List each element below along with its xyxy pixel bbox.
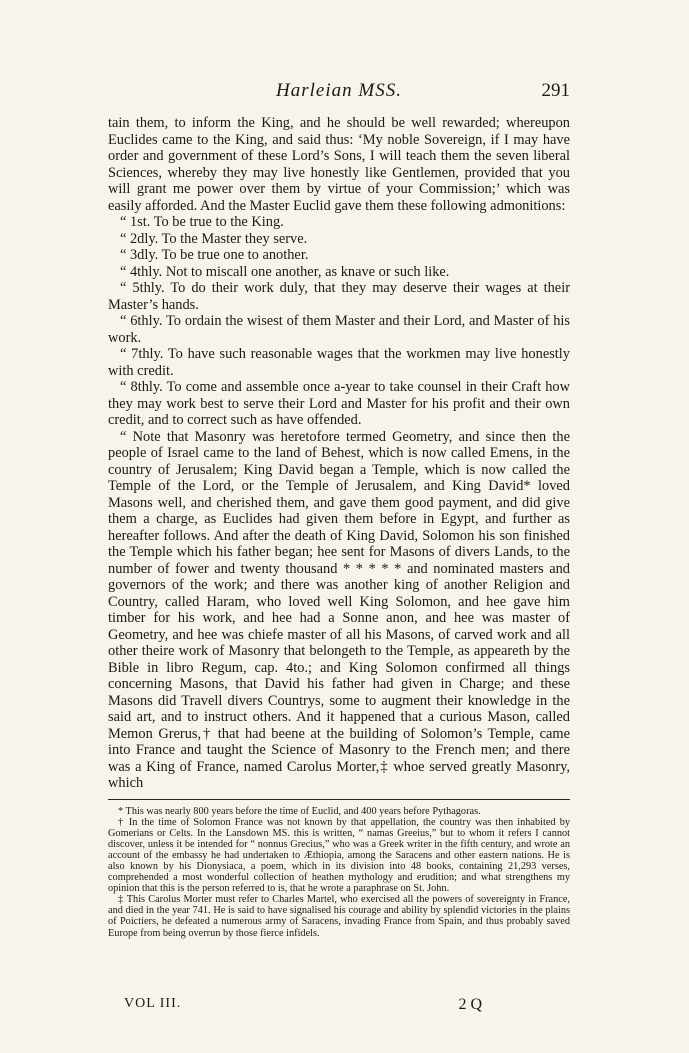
page-footer — [108, 996, 570, 1014]
admonition-8: “ 8thly. To come and assemble once a-year to take counsel in their Craft how they may work best to serve their Lord and Master for his profit and their own credit, and to correct such as have offended. — [108, 379, 570, 428]
admonition-7: “ 7thly. To have such reasonable wages that the workmen may live honestly with credit. — [108, 346, 570, 379]
admonition-3: “ 3dly. To be true one to another. — [120, 247, 309, 263]
footnotes — [108, 806, 570, 939]
paragraph: “ Note that Masonry was heretofore termed Geometry, and since then the people of Israel came to the land of Behest, which is now called Emens, in the country of Jerusalem; King David began a Temple, which is now called the Temple of the Lord, or the Temple of Jerusalem, and King David* loved Masons well, and cherished them, and gave them good payment, and did give them a charge, as Euclides had given them before in Egypt, and further as hereafter follows. And after the death of King David, Solomon his son finished the Temple which his father began; hee sent for Masons of divers Lands, to the number of fower and twenty thousand * * * * * and nominated masters and governors of the work; and there was another king of another Religion and Country, called Haram, who loved well King Solomon, and hee gave him timber for his work, and hee had a Sonne anon, and hee was master of Geometry, and hee was chiefe master of all his Masons, of carved work and all other theire work of Masonry that belongeth to the Temple, as appeareth by the Bible in libro Regum, cap. 4to.; and King Solomon confirmed all things concerning Masons, that David his father had given in Charge; and these Masons did Travell divers Countrys, some to augment their knowledge in the said art, and to instruct others. And it happened that a curious Mason, called Memon Grerus,† that had beene at the building of Solomon’s Temple, came into France and taught the Science of Masonry to the French men; and there was a King of France, named Carolus Morter,‡ whoe served greatly Masonry, which — [108, 428, 570, 791]
main-text — [108, 115, 570, 792]
footnote-1: * This was nearly 800 years before the time of Euclid, and 400 years before Pythagoras. — [118, 806, 481, 817]
volume-label: VOL III. — [124, 996, 182, 1011]
page-number: 291 — [541, 80, 570, 101]
running-title: Harleian MSS. — [276, 80, 402, 101]
running-header — [108, 80, 570, 106]
admonition-4: “ 4thly. Not to miscall one another, as knave or such like. — [120, 263, 450, 280]
footnote-2: † In the time of Solomon France was not known by that appellation, the country was then inhabited by Gomerians or Celts. In the Lansdown MS. this is written, “ namas Greeius,” but to whom it refers I cannot discover, unless it be intended for “ nonnus Grecius,” who was a Greek writer in the fifth century, and wrote an account of the embassy he had undertaken to Æthiopia, among the Saracens and other eastern nations. He is also known by his Dionysiaca, a poem, which in its division into 48 books, containing 21,293 verses, comprehended a most wonderful collection of heathen mythology and erudition; and what strengthens my opinion that this is the person referred to is, that he wrote a paraphrase on St. John. — [108, 817, 570, 895]
footnote-3: ‡ This Carolus Morter must refer to Charles Martel, who exercised all the powers of sovereignty in France, and died in the year 741. He is said to have signalised his courage and ability by splendid victories in the plains of Poictiers, he defeated a numerous army of Saracens, invading France from Spain, and thus probably saved Europe from being overrun by those fierce infidels. — [108, 894, 570, 939]
admonition-2: “ 2dly. To the Master they serve. — [120, 230, 308, 247]
admonition-6: “ 6thly. To ordain the wisest of them Master and their Lord, and Master of his work. — [108, 313, 570, 346]
paragraph: tain them, to inform the King, and he should be well rewarded; whereupon Euclides came to the King, and said thus: ‘My noble Sovereign, if I may have order and government of these Lord’s Sons, I will teach them the seven liberal Sciences, whereby they may live honestly like Gentlemen, provided that you will grant me power over them by virtue of your Commission;’ which was easily afforded. And the Master Euclid gave them these following admonitions: — [108, 115, 570, 214]
signature-mark: 2 Q — [458, 996, 482, 1013]
footnote-divider — [108, 799, 570, 800]
admonition-1: “ 1st. To be true to the King. — [120, 214, 284, 230]
admonition-5: “ 5thly. To do their work duly, that they may deserve their wages at their Master’s hands. — [108, 280, 570, 313]
